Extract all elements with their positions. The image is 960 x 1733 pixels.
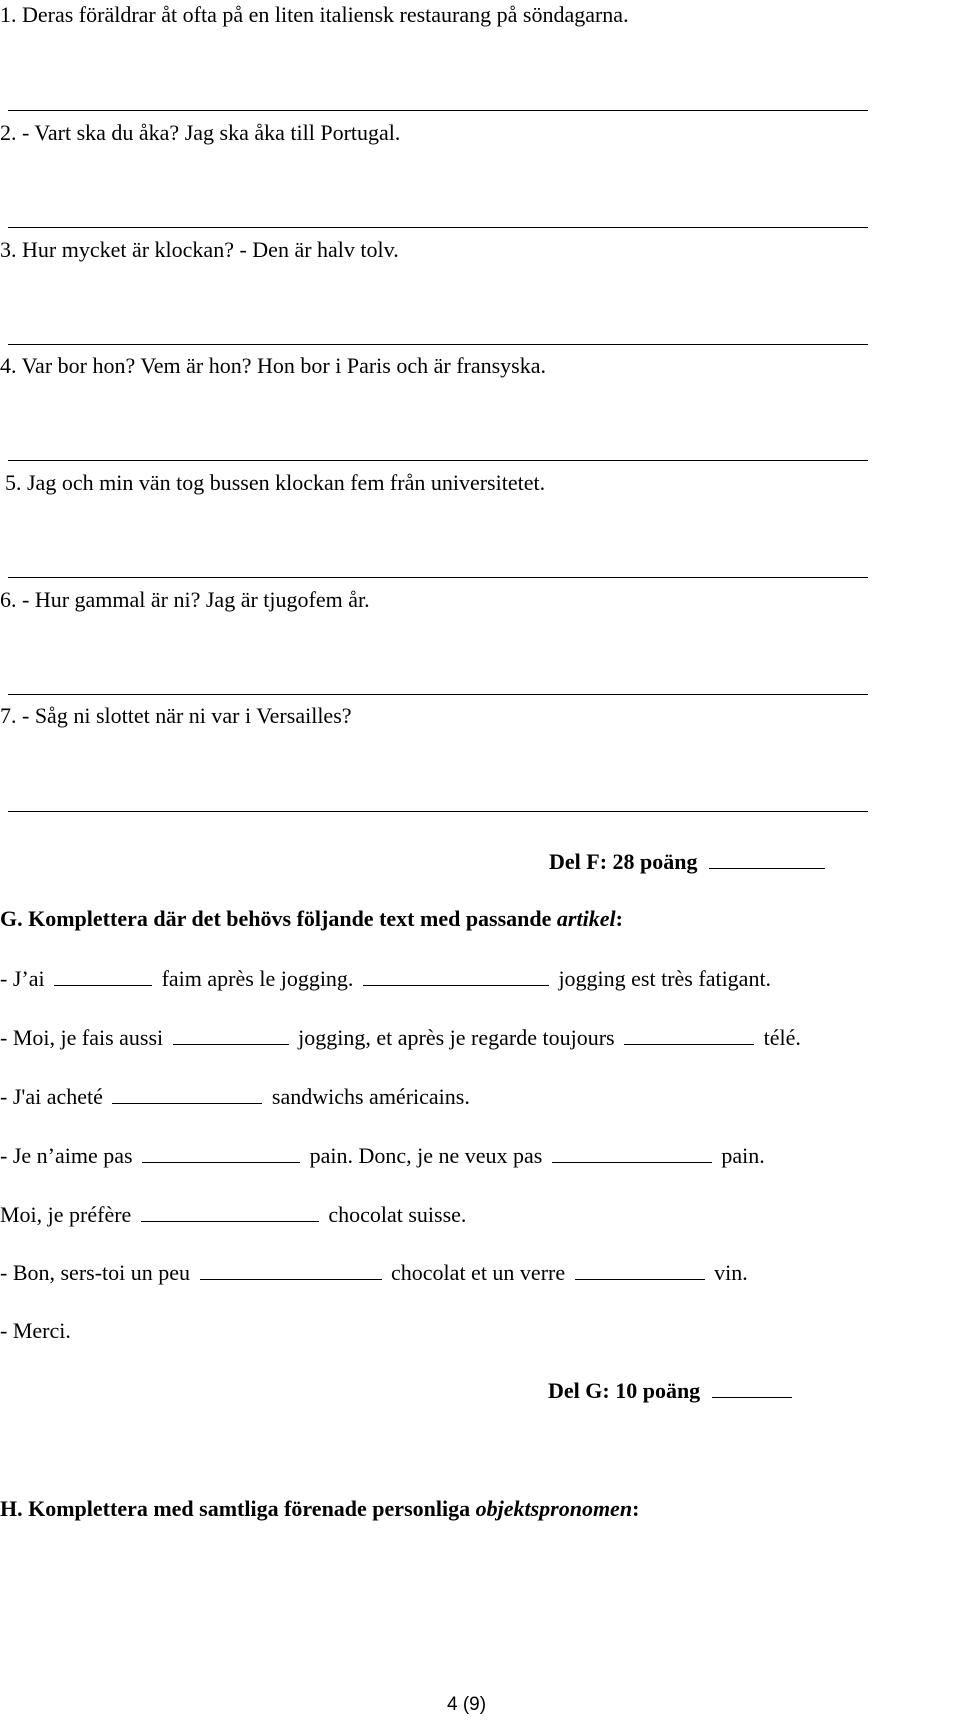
exercise-item-4: 4. Var bor hon? Vem är hon? Hon bor i Paris och är fransyska. bbox=[0, 353, 547, 378]
section-g-heading: G. Komplettera där det behövs följande text med passande artikel: bbox=[0, 906, 623, 931]
score-field-f[interactable] bbox=[709, 848, 825, 869]
exercise-item-7: 7. - Såg ni slottet när ni var i Versailles? bbox=[0, 703, 352, 728]
fill-line-7: - Merci. bbox=[0, 1318, 71, 1343]
score-label-g: Del G: 10 poäng bbox=[548, 1377, 792, 1404]
answer-line-2[interactable] bbox=[8, 227, 868, 228]
exercise-item-5: 5. Jag och min vän tog bussen klockan fem från universitetet. bbox=[5, 470, 546, 495]
blank-1[interactable] bbox=[54, 965, 152, 986]
blank-3[interactable] bbox=[173, 1024, 289, 1045]
fill-line-3: - J'ai acheté sandwichs américains. bbox=[0, 1084, 470, 1109]
exercise-item-1: 1. Deras föräldrar åt ofta på en liten italiensk restaurang på söndagarna. bbox=[0, 2, 629, 27]
blank-6[interactable] bbox=[142, 1142, 300, 1163]
score-field-g[interactable] bbox=[712, 1377, 792, 1398]
blank-9[interactable] bbox=[200, 1259, 382, 1280]
blank-5[interactable] bbox=[112, 1083, 262, 1104]
blank-10[interactable] bbox=[575, 1259, 705, 1280]
blank-8[interactable] bbox=[141, 1201, 319, 1222]
page-number: 4 (9) bbox=[447, 1694, 487, 1715]
score-label-f: Del F: 28 poäng bbox=[549, 848, 825, 875]
section-h-heading: H. Komplettera med samtliga förenade personliga objektspronomen: bbox=[0, 1496, 640, 1521]
blank-4[interactable] bbox=[624, 1024, 754, 1045]
exercise-item-3: 3. Hur mycket är klockan? - Den är halv tolv. bbox=[0, 237, 399, 262]
answer-line-4[interactable] bbox=[8, 460, 868, 461]
answer-line-1[interactable] bbox=[8, 110, 868, 111]
answer-line-7[interactable] bbox=[8, 811, 868, 812]
fill-line-6: - Bon, sers-toi un peu chocolat et un verre vin. bbox=[0, 1260, 748, 1285]
fill-line-4: - Je n’aime pas pain. Donc, je ne veux pas pain. bbox=[0, 1143, 765, 1168]
fill-line-1: - J’ai faim après le jogging. jogging est très fatigant. bbox=[0, 966, 772, 991]
fill-line-5: Moi, je préfère chocolat suisse. bbox=[0, 1202, 467, 1227]
answer-line-3[interactable] bbox=[8, 344, 868, 345]
answer-line-6[interactable] bbox=[8, 694, 868, 695]
exercise-item-2: 2. - Vart ska du åka? Jag ska åka till Portugal. bbox=[0, 120, 401, 145]
blank-2[interactable] bbox=[363, 965, 549, 986]
answer-line-5[interactable] bbox=[8, 577, 868, 578]
exercise-item-6: 6. - Hur gammal är ni? Jag är tjugofem år. bbox=[0, 587, 370, 612]
fill-line-2: - Moi, je fais aussi jogging, et après je regarde toujours télé. bbox=[0, 1025, 801, 1050]
blank-7[interactable] bbox=[552, 1142, 712, 1163]
